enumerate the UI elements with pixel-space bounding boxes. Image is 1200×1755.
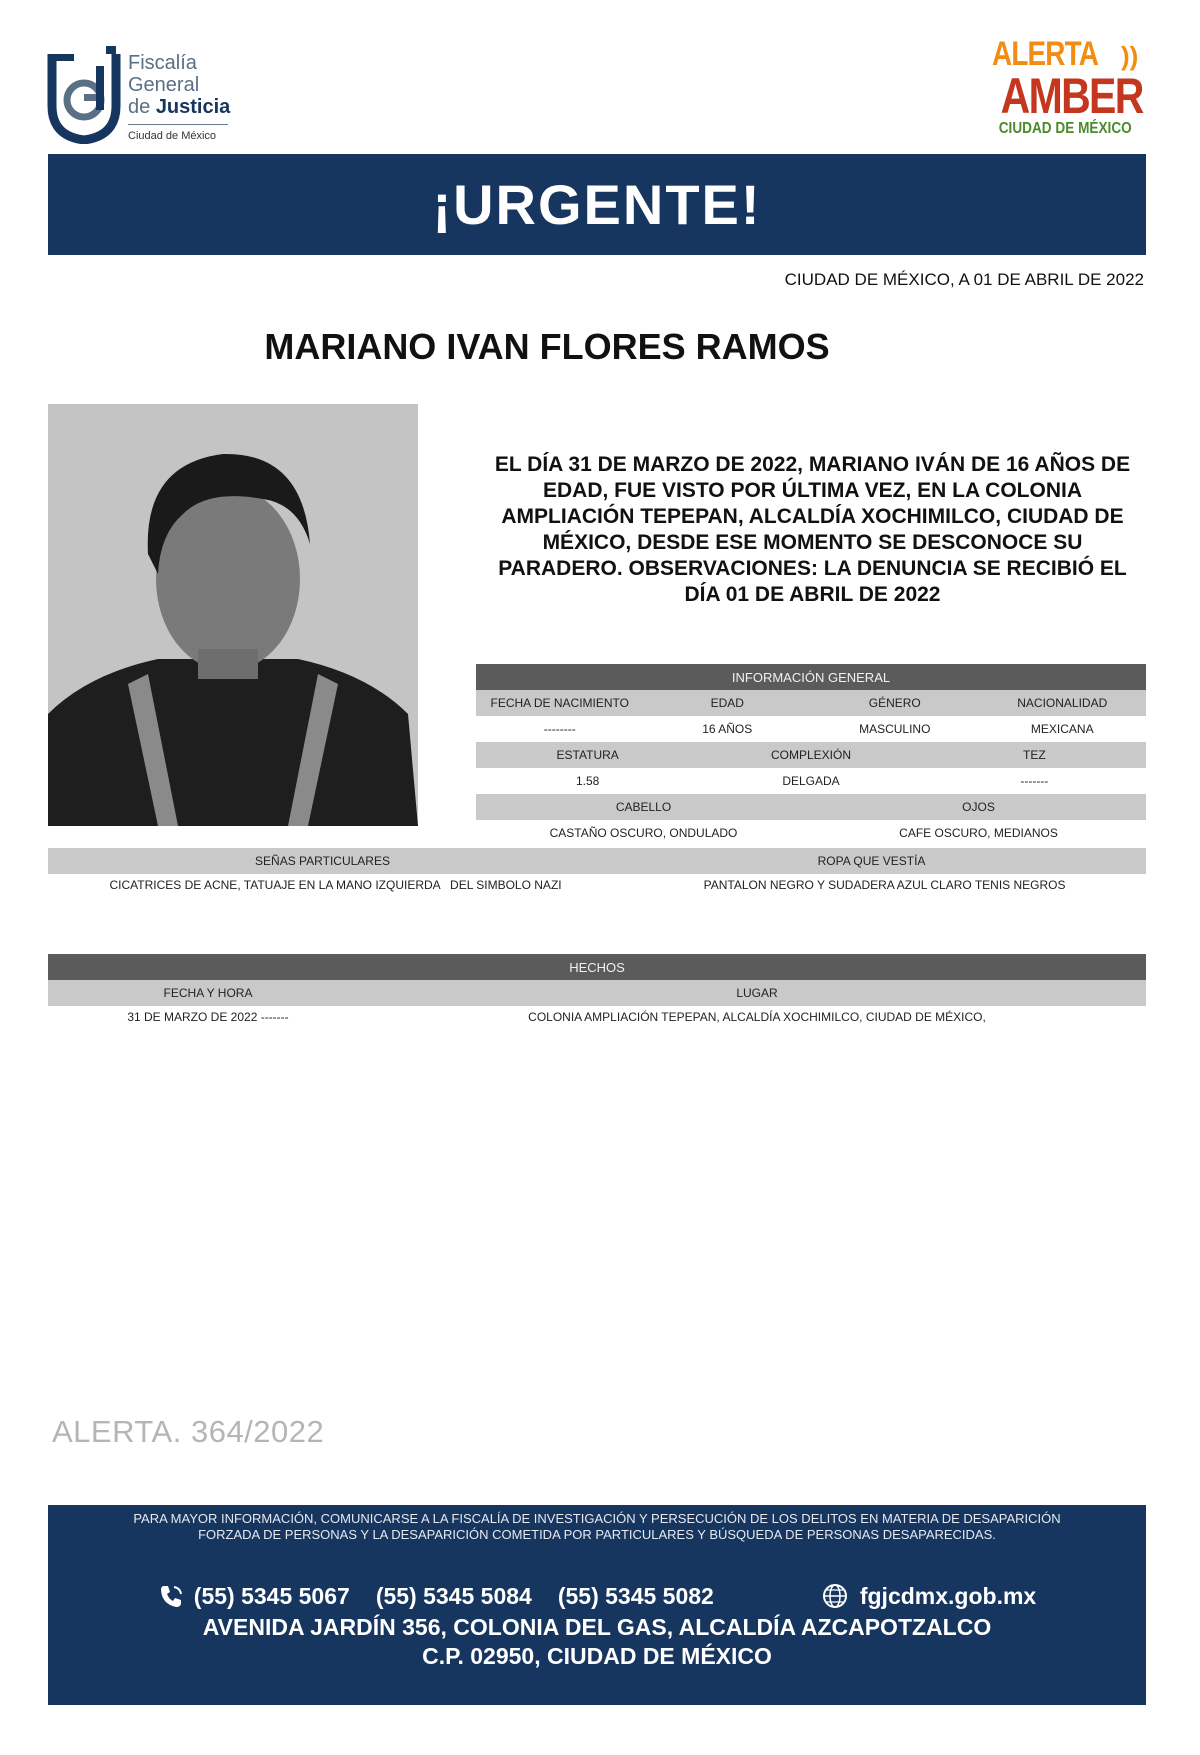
marks-header-features: SEÑAS PARTICULARES — [255, 854, 390, 868]
info-table-title: INFORMACIÓN GENERAL — [476, 664, 1146, 690]
hechos-title: HECHOS — [48, 954, 1146, 980]
info-header-birthdate: FECHA DE NACIMIENTO — [490, 696, 629, 710]
info-header-hair: CABELLO — [615, 800, 672, 814]
footer-contacts — [48, 1581, 1146, 1611]
marks-value-clothes: PANTALON NEGRO Y SUDADERA AZUL CLARO TENIS NEGROS — [703, 878, 1066, 892]
info-row2-headers — [476, 742, 1146, 768]
info-value-height: 1.58 — [575, 774, 600, 788]
marks-header-clothes: ROPA QUE VESTÍA — [817, 854, 926, 868]
info-row3-headers — [476, 794, 1146, 820]
footer-address-line2: C.P. 02950, CIUDAD DE MÉXICO — [422, 1643, 772, 1669]
info-value-birthdate: -------- — [543, 722, 576, 736]
amber-wave-icon: )) — [1121, 41, 1139, 71]
info-row1-values — [476, 716, 1146, 742]
date-line: CIUDAD DE MÉXICO, A 01 DE ABRIL DE 2022 — [784, 270, 1144, 289]
alert-number: ALERTA. 364/2022 — [52, 1414, 325, 1449]
person-photo — [48, 404, 418, 826]
urgent-banner: ¡URGENTE! — [48, 154, 1146, 255]
marks-values — [48, 874, 1146, 896]
info-value-skin: ------- — [1020, 774, 1049, 788]
person-name: MARIANO IVAN FLORES RAMOS — [264, 326, 830, 367]
amber-logo-line1: ALERTA — [991, 35, 1098, 73]
info-value-eyes: CAFE OSCURO, MEDIANOS — [899, 826, 1058, 840]
hechos-value-place: COLONIA AMPLIACIÓN TEPEPAN, ALCALDÍA XOCHIMILCO, CIUDAD DE MÉXICO, — [528, 1010, 986, 1024]
footer-note-line2: FORZADA DE PERSONAS Y LA DESAPARICIÓN COMETIDA POR PARTICULARES Y BÚSQUEDA DE PERSONAS DESAPARECIDAS. — [198, 1527, 996, 1542]
fgj-line2: General — [128, 74, 200, 96]
hechos-value-datetime: 31 DE MARZO DE 2022 ------- — [127, 1010, 289, 1024]
info-row3-values — [476, 820, 1146, 846]
hechos-header-datetime: FECHA Y HORA — [163, 986, 253, 1000]
info-value-hair: CASTAÑO OSCURO, ONDULADO — [549, 826, 738, 840]
fgj-logo — [46, 44, 236, 144]
footer-address — [48, 1613, 1146, 1671]
info-row2-values — [476, 768, 1146, 794]
amber-alert-logo — [985, 36, 1145, 148]
info-header-skin: TEZ — [1022, 748, 1046, 762]
hechos-header-place: LUGAR — [736, 986, 778, 1000]
info-header-eyes: OJOS — [962, 800, 995, 814]
fgj-line3-bold: Justicia — [155, 96, 231, 118]
info-header-height: ESTATURA — [556, 748, 619, 762]
hechos-headers — [48, 980, 1146, 1006]
info-header-build: COMPLEXIÓN — [770, 748, 851, 762]
phone-icon — [158, 1583, 184, 1609]
fgj-line4: Ciudad de México — [128, 124, 228, 143]
info-row1-headers — [476, 690, 1146, 716]
info-header-gender: GÉNERO — [868, 696, 921, 710]
marks-headers — [48, 848, 1146, 874]
marks-value-features: CICATRICES DE ACNE, TATUAJE EN LA MANO IZQUIERDA DEL SIMBOLO NAZI — [109, 878, 562, 892]
fgj-line3-prefix: de — [128, 96, 151, 118]
footer-address-line1: AVENIDA JARDÍN 356, COLONIA DEL GAS, ALCALDÍA AZCAPOTZALCO — [202, 1614, 992, 1640]
phone-number-2[interactable]: (55) 5345 5084 — [375, 1582, 532, 1609]
footer-note-line1: PARA MAYOR INFORMACIÓN, COMUNICARSE A LA FISCALÍA DE INVESTIGACIÓN Y PERSECUCIÓN DE LOS DELITOS EN MATERIA DE DESAPARICIÓN — [133, 1511, 1061, 1526]
hechos-values — [48, 1006, 1146, 1028]
amber-logo-line3: CIUDAD DE MÉXICO — [998, 120, 1132, 137]
info-value-nationality: MEXICANA — [1030, 722, 1094, 736]
info-value-build: DELGADA — [782, 774, 840, 788]
fgj-line1: Fiscalía — [128, 52, 197, 74]
footer-note — [48, 1511, 1146, 1543]
fgj-emblem-icon — [46, 44, 122, 144]
info-header-nationality: NACIONALIDAD — [1017, 696, 1108, 710]
amber-logo-line2: AMBER — [1000, 68, 1143, 124]
website-link[interactable]: fgjcdmx.gob.mx — [859, 1582, 1037, 1609]
fgj-wordmark — [128, 52, 230, 143]
phone-number-1[interactable]: (55) 5345 5067 — [193, 1582, 350, 1609]
globe-icon — [820, 1581, 850, 1611]
person-photo-silhouette-icon — [48, 404, 418, 826]
info-value-gender: MASCULINO — [859, 722, 931, 736]
person-description: EL DÍA 31 DE MARZO DE 2022, MARIANO IVÁN DE 16 AÑOS DE EDAD, FUE VISTO POR ÚLTIMA VEZ, EN LA COLONIA AMPLIACIÓN TEPEPAN, ALCALDÍA XOCHIMILCO, CIUDAD DE MÉXICO, DESDE ESE MOMENTO SE DESCONOCE SU PARADERO. OBSERVACIONES: LA DENUNCIA SE RECIBIÓ EL DÍA 01 DE ABRIL DE 2022 — [494, 453, 1131, 606]
phone-number-3[interactable]: (55) 5345 5082 — [557, 1582, 714, 1609]
info-header-age: EDAD — [710, 696, 744, 710]
footer — [48, 1505, 1146, 1705]
info-value-age: 16 AÑOS — [702, 722, 753, 736]
